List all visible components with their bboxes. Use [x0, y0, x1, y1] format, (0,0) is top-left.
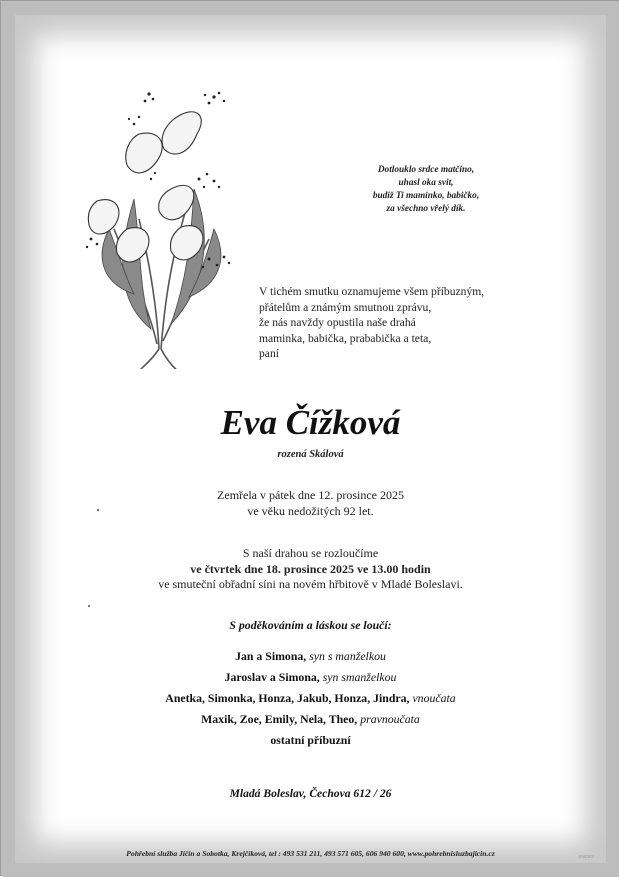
announcement-line: že nás navždy opustila naše drahá — [259, 316, 416, 329]
announcement-line: paní — [259, 347, 279, 360]
mourner-names: Jaroslav a Simona, — [224, 670, 320, 684]
farewell-intro: S naší drahou se rozloučíme — [242, 546, 379, 560]
announcement-text — [259, 284, 559, 362]
family-address: Mladá Boleslav, Čechova 612 / 26 — [229, 787, 392, 800]
funeral-service-footer: Pohřební služba Jičín a Sobotka, Krejčíková, tel : 493 531 211, 493 571 605, 606 940 600, www.pohrebnisluzbajicin.cz — [126, 849, 495, 858]
deceased-name: Eva Čížková — [220, 403, 401, 442]
mourner-row — [1, 667, 619, 688]
farewell-datetime: ve čtvrtek dne 18. prosince 2025 ve 13.00 hodin — [190, 561, 431, 576]
poem-line: za všechno vřelý dík. — [386, 204, 466, 214]
mourner-row — [1, 730, 619, 751]
death-age: ve věku nedožitých 92 let. — [247, 503, 374, 518]
maiden-name: rozená Skálová — [277, 449, 344, 460]
thanks-heading: S poděkováním a láskou se loučí: — [229, 618, 392, 632]
mourner-names: Maxik, Zoe, Emily, Nela, Theo, — [201, 712, 358, 726]
corner-mark: ENCES — [578, 854, 594, 859]
poem — [331, 164, 521, 216]
announcement-line: přátelům a známým smutnou zprávu, — [259, 300, 432, 314]
mourner-relation: syn smanželkou — [322, 670, 397, 684]
mourner-row — [1, 646, 619, 667]
mourner-names: Anetka, Simonka, Honza, Jakub, Honza, Jindra, — [165, 691, 410, 705]
mourner-names: ostatní příbuzní — [270, 733, 351, 747]
mourner-names: Jan a Simona, — [235, 649, 307, 663]
death-info — [1, 488, 619, 519]
poem-line: uhasl oka svit, — [398, 178, 454, 188]
speck — [97, 509, 99, 511]
mourner-relation: syn s manželkou — [309, 649, 386, 663]
poem-line: Dotlouklo srdce matčino, — [377, 165, 475, 175]
death-date: Zemřela v pátek dne 12. prosince 2025 — [217, 488, 404, 502]
mourner-relation: vnoučata — [412, 691, 456, 705]
farewell-place: ve smuteční obřadní síni na novém hřbitově v Mladé Boleslavi. — [158, 577, 463, 591]
mourner-row — [1, 709, 619, 730]
mourner-row — [1, 688, 619, 709]
mourners-list — [1, 646, 619, 751]
announcement-line: V tichém smutku oznamujeme všem příbuzným, — [259, 285, 485, 298]
poem-line: budiž Ti maminko, babičko, — [372, 191, 480, 201]
speck — [88, 605, 90, 607]
announcement-line: maminka, babička, prababička a teta, — [259, 331, 432, 345]
mourner-relation: pravnoučata — [360, 712, 420, 726]
farewell-info — [1, 546, 619, 593]
calla-lily-bouquet-icon — [79, 79, 249, 369]
